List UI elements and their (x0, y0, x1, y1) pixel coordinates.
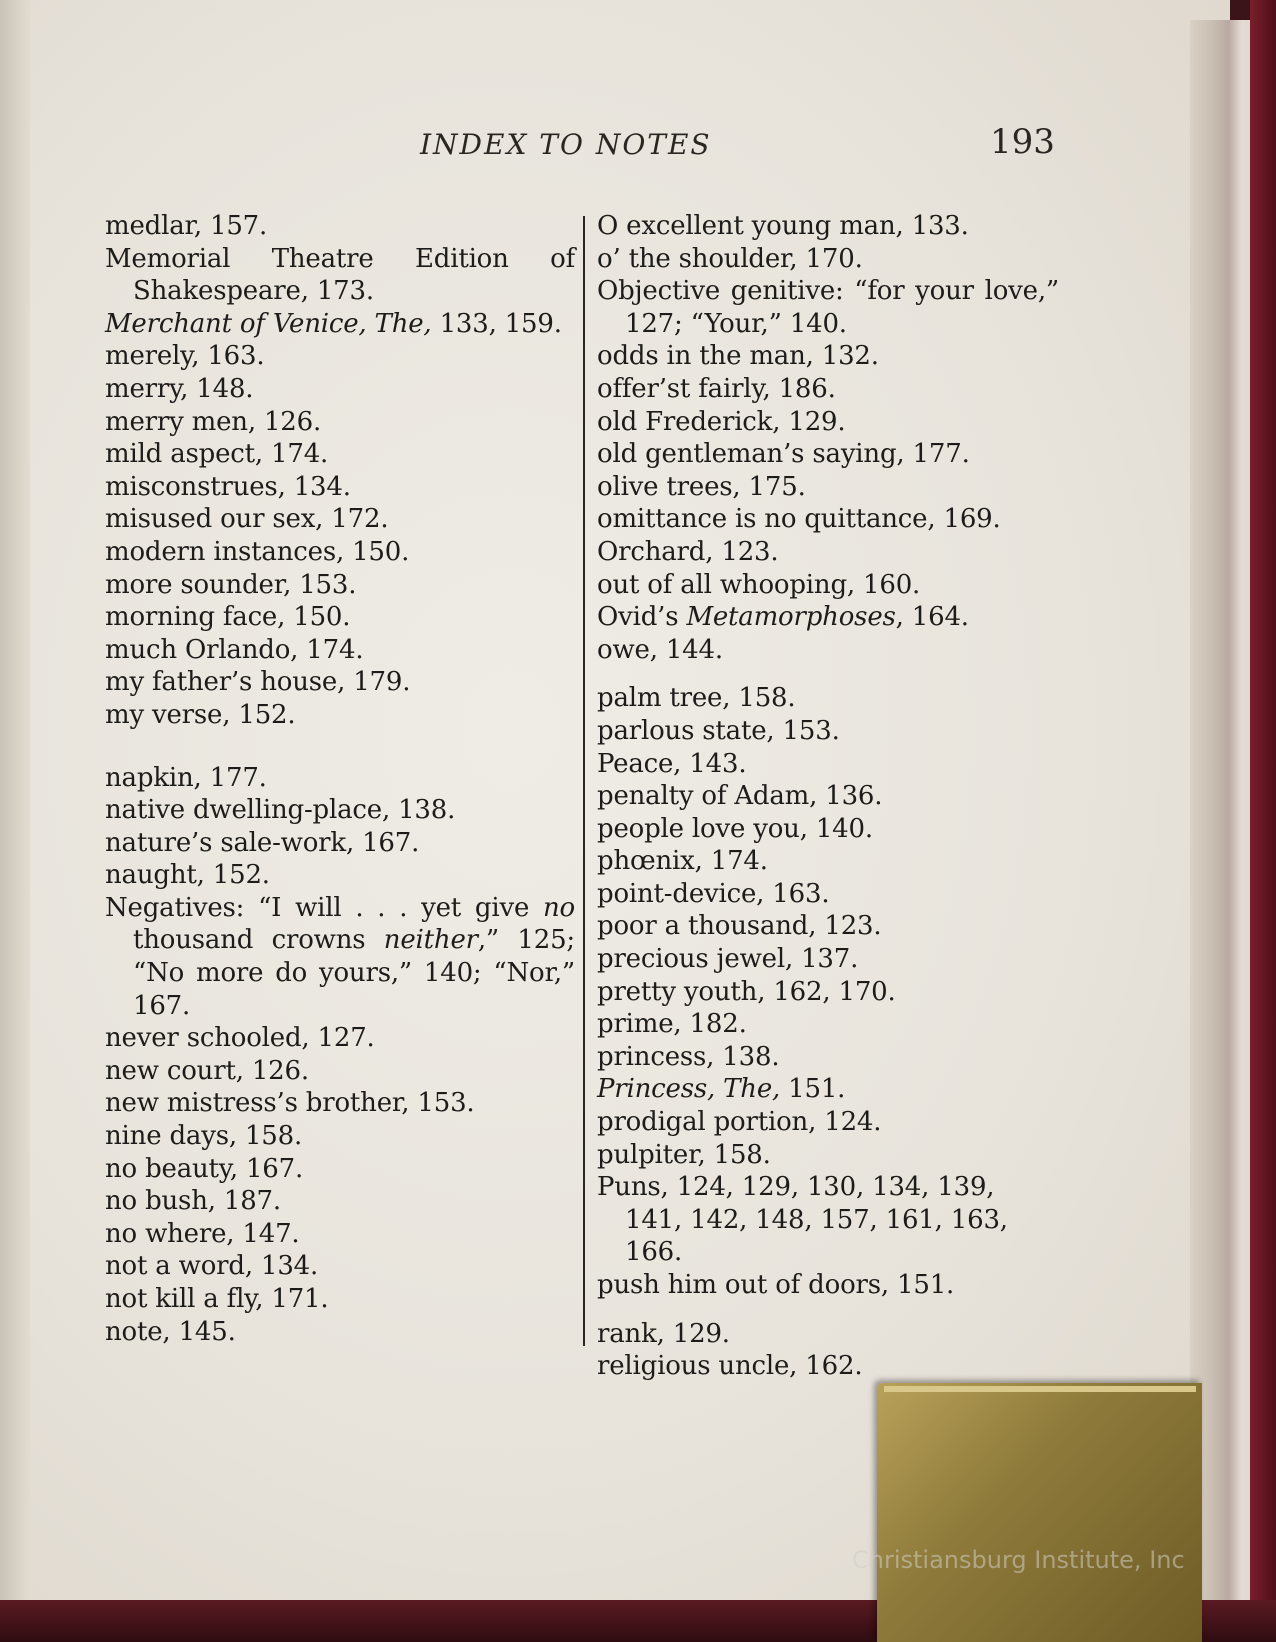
index-entry: morning face, 150. (105, 602, 351, 633)
entry-text: thousand crowns (133, 925, 384, 956)
index-entry: parlous state, 153. (597, 715, 840, 746)
index-entry: Puns, 124, 129, 130, 134, 139, 141, 142, 148, 157, 161, 163, 166. (597, 1172, 1008, 1268)
index-entry: merry men, 126. (105, 406, 322, 437)
index-entry: odds in the man, 132. (597, 341, 879, 372)
index-entry: people love you, 140. (597, 813, 873, 844)
entry-pages: 133, 159. (431, 308, 562, 339)
index-entry: merry, 148. (105, 373, 254, 404)
section-gap (597, 1302, 1059, 1318)
index-column-left (105, 210, 575, 1348)
index-entry: naught, 152. (105, 860, 270, 891)
index-entry (597, 601, 1059, 634)
index-entry: old gentleman’s saying, 177. (597, 439, 970, 470)
index-entry: note, 145. (105, 1316, 236, 1347)
index-entry: omittance is no quittance, 169. (597, 504, 1001, 535)
running-title: INDEX TO NOTES (420, 128, 712, 161)
index-entry: napkin, 177. (105, 762, 267, 793)
entry-pages: , 164. (895, 602, 969, 633)
index-entry: push him out of doors, 151. (597, 1270, 955, 1300)
section-gap (105, 732, 575, 762)
index-entry: not kill a fly, 171. (105, 1284, 329, 1314)
index-entry: pretty youth, 162, 170. (597, 976, 896, 1007)
index-entry: owe, 144. (597, 634, 723, 665)
entry-text: ,” 125; “No more do yours,” 140; “Nor,” 167. (133, 925, 575, 1021)
index-entry: prodigal portion, 124. (597, 1107, 882, 1138)
index-column-right (597, 210, 1059, 1383)
index-entry: no bush, 187. (105, 1186, 281, 1217)
section-gap (597, 666, 1059, 682)
index-entry: my father’s house, 179. (105, 667, 411, 698)
index-entry: my verse, 152. (105, 699, 296, 730)
index-entry: old Frederick, 129. (597, 406, 846, 437)
index-entry: precious jewel, 137. (597, 944, 859, 975)
page-number: 193 (990, 122, 1055, 162)
entry-title-italic: Metamorphoses (686, 602, 896, 633)
index-entry: nine days, 158. (105, 1121, 303, 1152)
column-divider (583, 216, 585, 1346)
index-entry: misconstrues, 134. (105, 471, 351, 502)
entry-title-italic: Merchant of Venice, The, (105, 308, 432, 339)
index-entry: modern instances, 150. (105, 536, 410, 567)
index-entry: out of all whooping, 160. (597, 569, 921, 600)
index-entry (597, 1073, 1059, 1106)
index-entry: palm tree, 158. (597, 683, 796, 714)
index-entry (105, 308, 575, 341)
index-entry: native dwelling-place, 138. (105, 795, 456, 826)
index-entry: rank, 129. (597, 1318, 730, 1349)
entry-text: Ovid’s (597, 602, 687, 633)
index-entry: offer’st fairly, 186. (597, 373, 836, 404)
index-entry: Peace, 143. (597, 748, 747, 779)
entry-italic-neither: neither (383, 925, 478, 956)
entry-title-italic: Princess, The, (597, 1074, 781, 1105)
entry-italic-no: no (543, 892, 575, 923)
index-entry: prime, 182. (597, 1009, 747, 1040)
index-entry: religious uncle, 162. (597, 1351, 863, 1382)
index-entry: much Orlando, 174. (105, 634, 364, 665)
index-entry: princess, 138. (597, 1041, 780, 1072)
entry-pages: 151. (780, 1074, 846, 1105)
index-entry: merely, 163. (105, 341, 265, 372)
index-entry: new court, 126. (105, 1055, 309, 1086)
page-header (0, 122, 1180, 162)
index-entry: nature’s sale-work, 167. (105, 827, 420, 858)
index-entry: o’ the shoulder, 170. (597, 243, 863, 274)
marker-highlight (884, 1386, 1196, 1392)
entry-text: Negatives: “I will . . . yet give (105, 892, 543, 923)
index-entry: mild aspect, 174. (105, 439, 329, 470)
index-entry-negatives (105, 892, 575, 1022)
index-entry: misused our sex, 172. (105, 504, 389, 535)
index-entry: new mistress’s brother, 153. (105, 1088, 475, 1119)
index-entry: poor a thousand, 123. (597, 911, 882, 942)
index-entry: no beauty, 167. (105, 1153, 304, 1184)
book-cover-right (1250, 0, 1276, 1642)
index-entry: no where, 147. (105, 1218, 300, 1249)
index-entry: never schooled, 127. (105, 1023, 375, 1054)
index-entry: phœnix, 174. (597, 846, 768, 877)
index-entry: not a word, 134. (105, 1251, 319, 1282)
index-entry: Memorial Theatre Edition of Shakespeare, 173. (105, 243, 575, 307)
index-entry: medlar, 157. (105, 211, 268, 241)
index-entry: olive trees, 175. (597, 471, 806, 502)
index-entry: O excellent young man, 133. (597, 211, 969, 241)
brass-page-marker (877, 1383, 1202, 1642)
index-entry: more sounder, 153. (105, 569, 357, 600)
index-entry: Orchard, 123. (597, 536, 779, 567)
index-entry: pulpiter, 158. (597, 1139, 771, 1170)
index-entry: penalty of Adam, 136. (597, 781, 883, 812)
index-entry: point-device, 163. (597, 878, 830, 909)
watermark-text: Christiansburg Institute, Inc (852, 1546, 1185, 1574)
index-entry: Objective genitive: “for your love,” 127; “Your,” 140. (597, 276, 1059, 339)
